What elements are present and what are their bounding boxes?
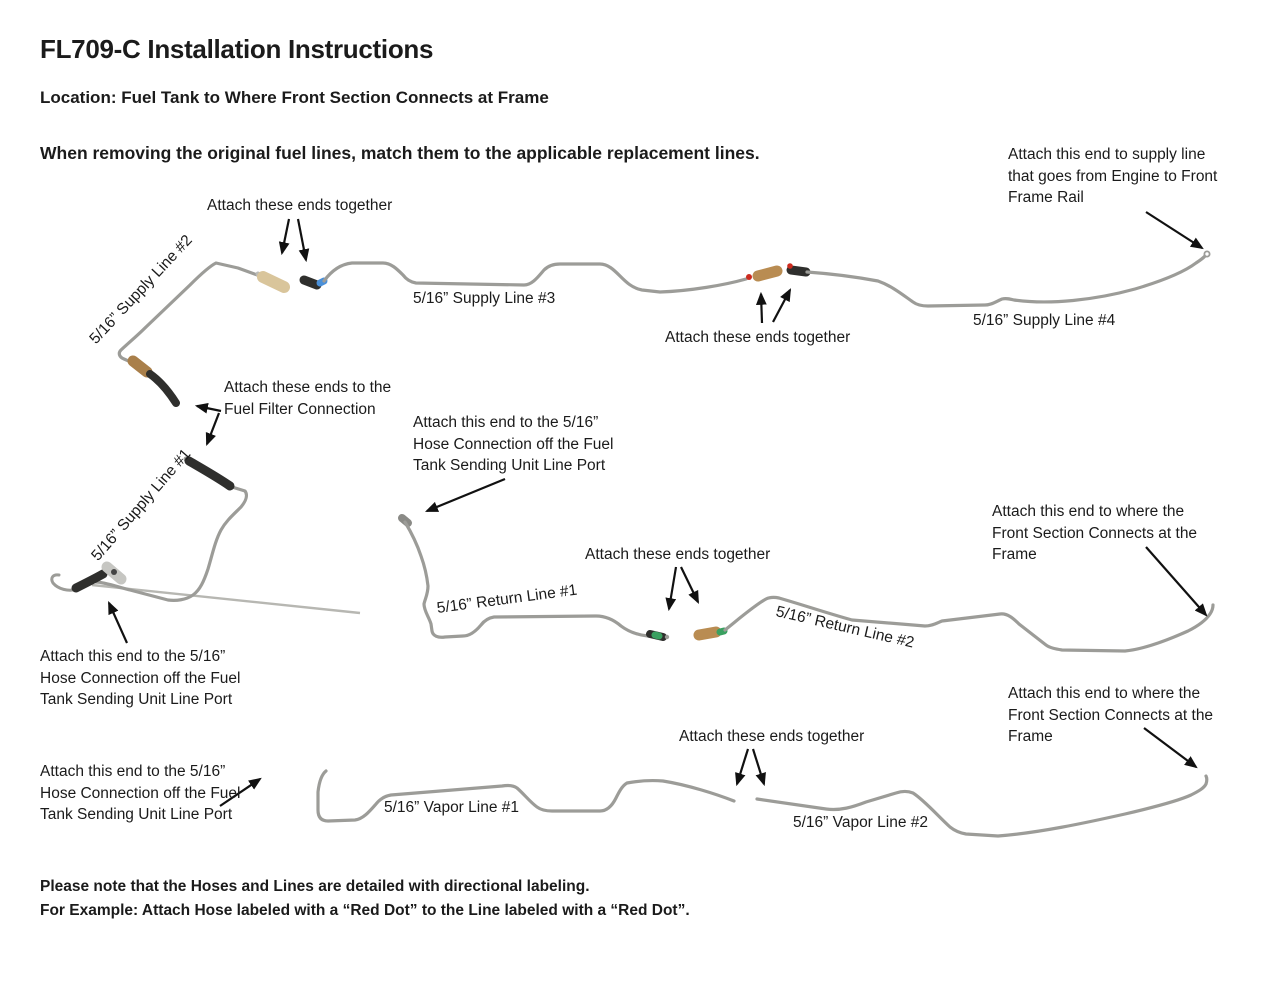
supply-line-4-start-fitting xyxy=(791,270,806,272)
annotation-sending-unit-supply1: Attach this end to the 5/16” Hose Connection off the Fuel Tank Sending Unit Line Port xyxy=(40,648,241,708)
supply-line-3-end-fitting xyxy=(758,271,777,276)
annotation-attach-ends-vapor: Attach these ends together xyxy=(679,728,865,745)
annotation-sending-unit-vapor1: Attach this end to the 5/16” Hose Connection off the Fuel Tank Sending Unit Line Port xyxy=(40,763,241,823)
arrow-vapor-together-right xyxy=(753,749,764,784)
return-line-1-end-nub xyxy=(665,635,669,639)
annotation-frame-vapor2: Attach this end to where the Front Section Connects at the Frame xyxy=(1008,685,1214,745)
arrow-fuel-filter-down xyxy=(207,413,219,444)
return-line-1-path xyxy=(405,522,648,637)
return-line-2-start-fitting xyxy=(699,632,716,635)
arrow-return-together-right xyxy=(681,567,698,602)
arrow-vapor-together-left xyxy=(737,749,748,784)
annotation-frame-return2: Attach this end to where the Front Section Connects at the Frame xyxy=(992,503,1198,563)
annotation-engine-supply-line: Attach this end to supply line that goes from Engine to Front Frame Rail xyxy=(1008,146,1218,206)
vapor-line-1-path xyxy=(318,771,734,821)
return-line-2-green-marker xyxy=(720,631,724,632)
annotation-attach-ends-supply23: Attach these ends together xyxy=(207,197,393,214)
supply-line-1-nut-center xyxy=(111,569,117,575)
arrow-supply34-left xyxy=(761,294,762,323)
location-line: Location: Fuel Tank to Where Front Section Connects at Frame xyxy=(40,88,549,107)
note-directional-labeling: Please note that the Hoses and Lines are detailed with directional labeling. xyxy=(40,878,590,895)
supply-line-4-path xyxy=(807,253,1207,306)
arrow-return-together-left xyxy=(669,567,676,609)
label-return-line-2: 5/16” Return Line #2 xyxy=(774,603,916,652)
supply-line-4-end-flare xyxy=(1204,251,1209,256)
instruction-line: When removing the original fuel lines, match them to the applicable replacement lines. xyxy=(40,143,760,163)
return-line-1-green-marker xyxy=(655,635,659,636)
annotation-attach-ends-return: Attach these ends together xyxy=(585,546,771,563)
supply-line-1-top-hose xyxy=(189,461,230,486)
label-vapor-line-2: 5/16” Vapor Line #2 xyxy=(793,814,929,831)
annotation-fuel-filter: Attach these ends to the Fuel Filter Connection xyxy=(224,379,392,418)
label-supply-line-4: 5/16” Supply Line #4 xyxy=(973,312,1116,329)
supply-line-4-red-marker xyxy=(787,263,793,269)
arrow-fuel-filter-up xyxy=(197,406,221,411)
note-red-dot-example: For Example: Attach Hose labeled with a “Red Dot” to the Line labeled with a “Red Dot”. xyxy=(40,902,690,919)
label-return-line-1: 5/16” Return Line #1 xyxy=(435,581,579,617)
supply-line-2-nut xyxy=(133,361,147,372)
supply-line-3-red-marker xyxy=(746,274,752,280)
supply-line-3-path xyxy=(324,263,746,292)
arrow-supply23-left xyxy=(282,219,289,253)
arrow-supply23-right xyxy=(298,219,306,260)
page-title: FL709-C Installation Instructions xyxy=(40,34,434,64)
supply-line-3-start-fitting xyxy=(304,280,317,285)
label-vapor-line-1: 5/16” Vapor Line #1 xyxy=(384,799,520,816)
supply-line-2-hose xyxy=(150,374,176,403)
label-supply-line-1: 5/16” Supply Line #1 xyxy=(88,445,195,565)
label-supply-line-3: 5/16” Supply Line #3 xyxy=(413,290,556,307)
label-supply-line-2: 5/16” Supply Line #2 xyxy=(86,231,196,348)
arrow-sending-supply1 xyxy=(109,603,127,643)
arrow-supply34-right xyxy=(773,290,790,322)
annotation-sending-unit-return1: Attach this end to the 5/16” Hose Connection off the Fuel Tank Sending Unit Line Port xyxy=(413,414,614,474)
supply-line-2-end-fitting xyxy=(263,277,284,287)
arrow-sending-return1 xyxy=(427,479,505,511)
arrow-engine-end xyxy=(1146,212,1202,248)
annotation-attach-ends-supply34: Attach these ends together xyxy=(665,329,851,346)
